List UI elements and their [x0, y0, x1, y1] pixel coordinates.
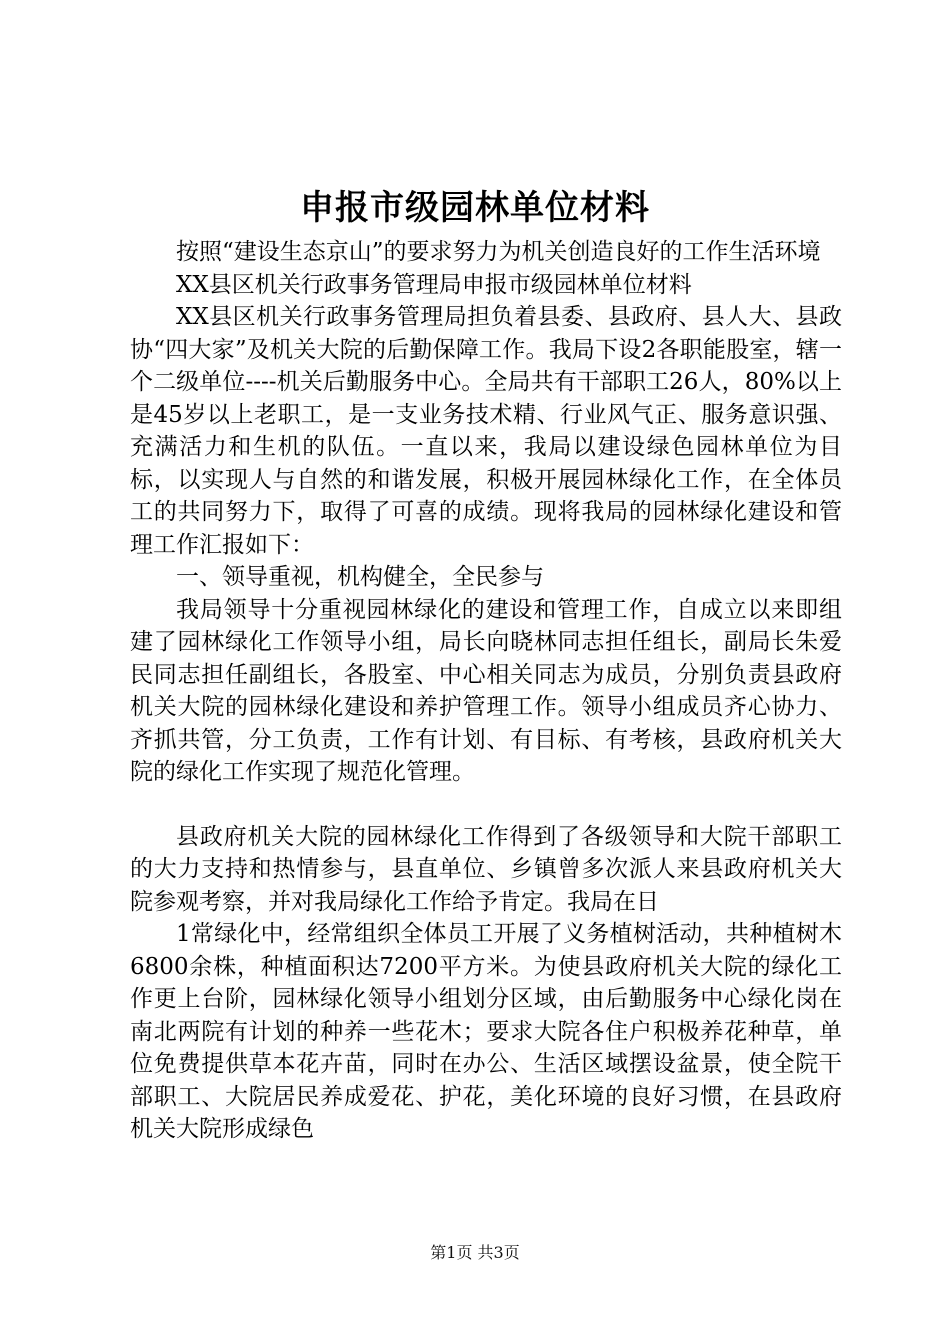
document-body	[130, 236, 842, 1146]
paragraph-heading: XX县区机关行政事务管理局申报市级园林单位材料	[176, 271, 692, 298]
section-heading: 一、领导重视，机构健全，全民参与	[176, 564, 544, 590]
paragraph-leadership: 我局领导十分重视园林绿化的建设和管理工作，自成立以来即组建了园林绿化工作领导小组，局长向晓林同志担任组长，副局长朱爱民同志担任副组长，各股室、中心相关同志为成员，分别负责县政府机关大院的园林绿化建设和养护管理工作。领导小组成员齐心协力、齐抓共管，分工负责，工作有计划、有目标、有考核，县政府机关大院的绿化工作实现了规范化管理。	[130, 596, 842, 785]
paragraph-support: 县政府机关大院的园林绿化工作得到了各级领导和大院干部职工的大力支持和热情参与，县直单位、乡镇曾多次派人来县政府机关大院参观考察，并对我局绿化工作给予肯定。我局在日	[130, 823, 842, 915]
document-title: 申报市级园林单位材料	[300, 188, 650, 228]
paragraph-intro: XX县区机关行政事务管理局担负着县委、县政府、县人大、县政协“四大家”及机关大院的后勤保障工作。我局下设2各职能股室，辖一个二级单位----机关后勤服务中心。全局共有干部职工26人，80%以上是45岁以上老职工，是一支业务技术精、行业风气正、服务意识强、充满活力和生机的队伍。一直以来，我局以建设绿色园林单位为目标，以实现人与自然的和谐发展，积极开展园林绿化工作，在全体员工的共同努力下，取得了可喜的成绩。现将我局的园林绿化建设和管理工作汇报如下：	[130, 304, 842, 558]
paragraph-planting: 1常绿化中，经常组织全体员工开展了义务植树活动，共种植树木6800余株，种植面积达7200平方米。为使县政府机关大院的绿化工作更上台阶，园林绿化领导小组划分区域，由后勤服务中心绿化岗在南北两院有计划的种养一些花木；要求大院各住户积极养花种草，单位免费提供草本花卉苗，同时在办公、生活区域摆设盆景，使全院干部职工、大院居民养成爱花、护花，美化环境的良好习惯，在县政府机关大院形成绿色	[130, 921, 842, 1142]
page-footer: 第1页 共3页	[430, 1243, 520, 1262]
paragraph-subtitle: 按照“建设生态京山”的要求努力为机关创造良好的工作生活环境	[176, 239, 821, 265]
